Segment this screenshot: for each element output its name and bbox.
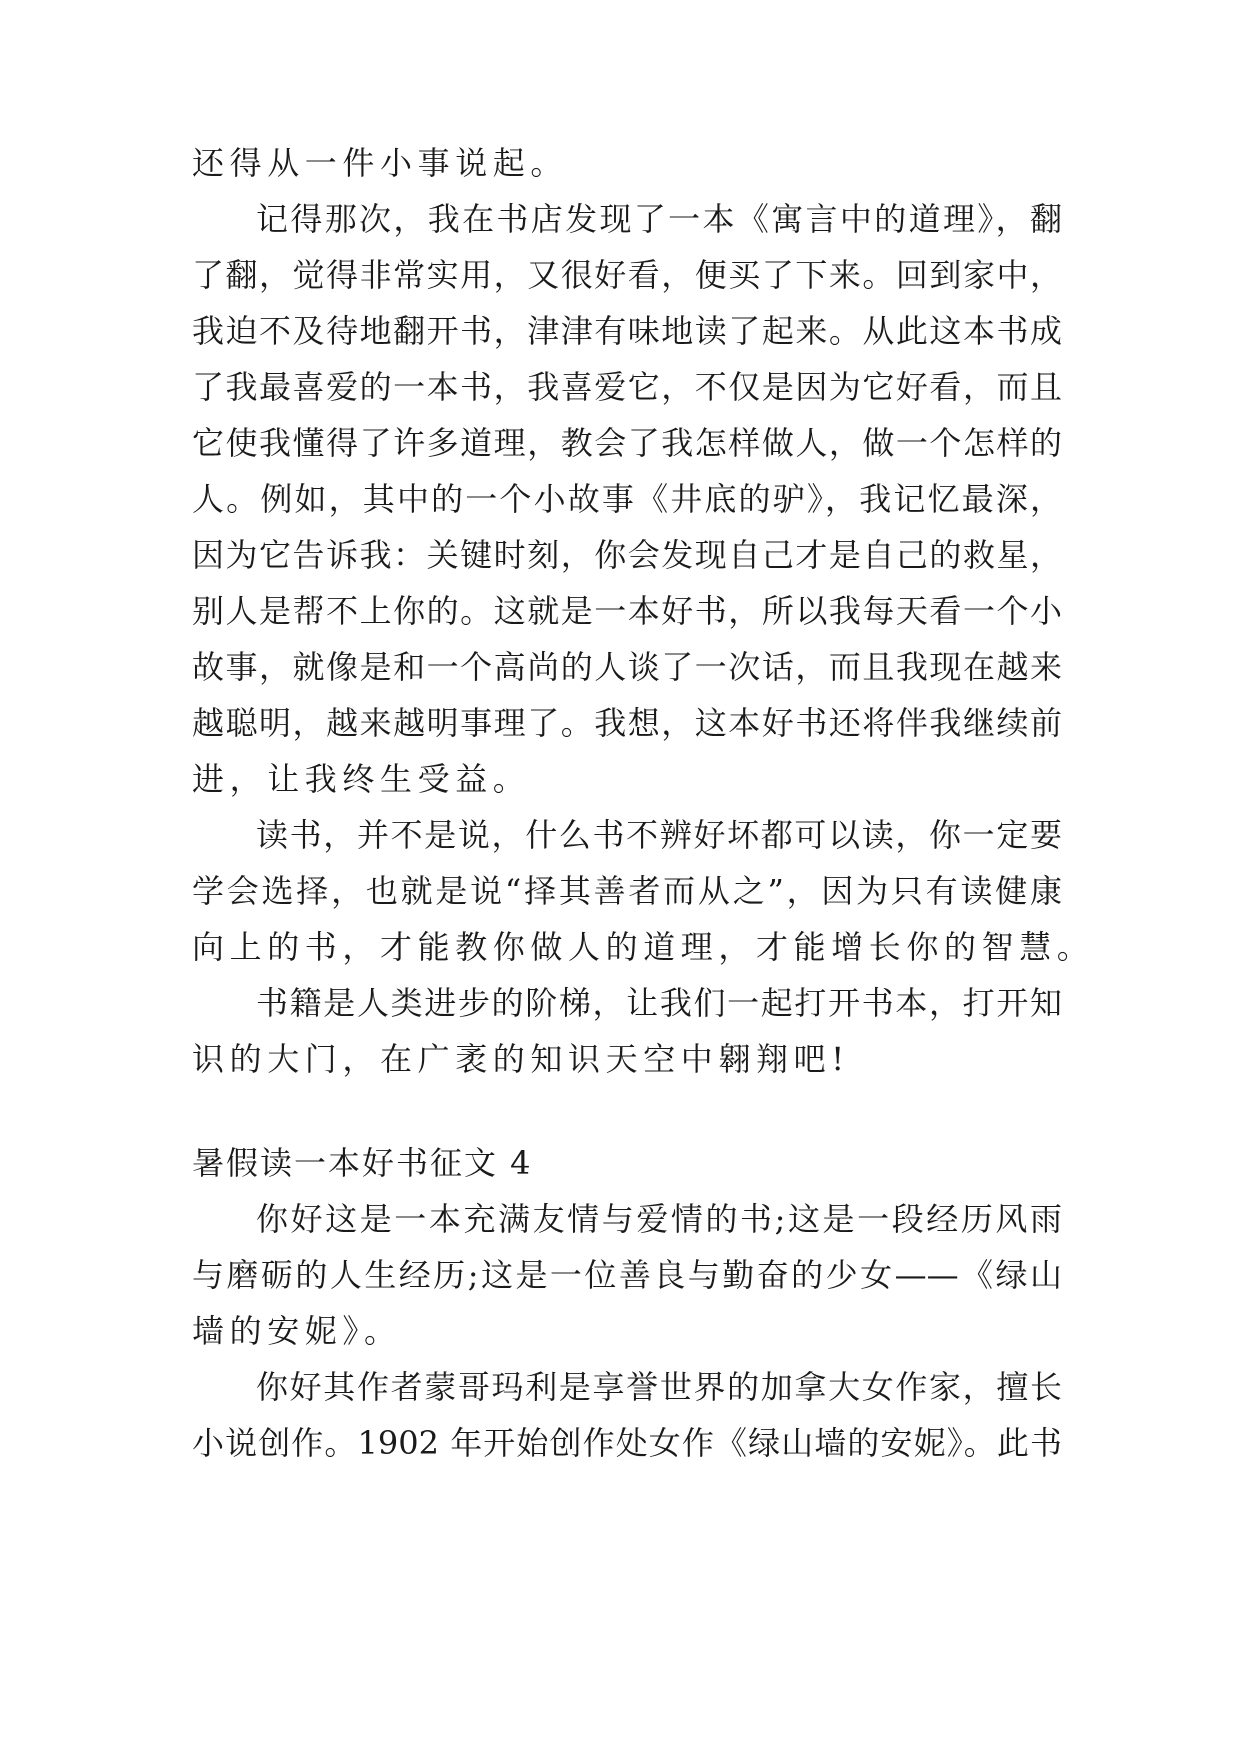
text-line: 了我最喜爱的一本书，我喜爱它，不仅是因为它好看，而且 [192, 368, 1062, 406]
paragraph-first-line: 记得那次，我在书店发现了一本《寓言中的道理》，翻 [256, 200, 1062, 238]
text-line: 小说创作。1902 年开始创作处女作《绿山墙的安妮》。此书 [192, 1424, 1062, 1462]
text-line: 向上的书，才能教你做人的道理，才能增长你的智慧。 [192, 928, 1095, 966]
text-line: 越聪明，越来越明事理了。我想，这本好书还将伴我继续前 [192, 704, 1062, 742]
section-heading: 暑假读一本好书征文 4 [192, 1144, 533, 1182]
paragraph-first-line: 你好其作者蒙哥玛利是享誉世界的加拿大女作家，擅长 [256, 1368, 1062, 1406]
text-line: 墙的安妮》。 [192, 1312, 402, 1350]
text-line: 人。例如，其中的一个小故事《井底的驴》，我记忆最深， [192, 480, 1062, 518]
paragraph-first-line: 读书，并不是说，什么书不辨好坏都可以读，你一定要 [256, 816, 1062, 854]
paragraph-first-line: 书籍是人类进步的阶梯，让我们一起打开书本，打开知 [256, 984, 1062, 1022]
text-line: 故事，就像是和一个高尚的人谈了一次话，而且我现在越来 [192, 648, 1062, 686]
text-line: 我迫不及待地翻开书，津津有味地读了起来。从此这本书成 [192, 312, 1062, 350]
text-line: 因为它告诉我：关键时刻，你会发现自己才是自己的救星， [192, 536, 1062, 574]
text-line: 进，让我终生受益。 [192, 760, 531, 798]
text-line: 别人是帮不上你的。这就是一本好书，所以我每天看一个小 [192, 592, 1062, 630]
text-line: 还得从一件小事说起。 [192, 144, 569, 182]
text-line: 学会选择，也就是说“择其善者而从之”，因为只有读健康 [192, 872, 1062, 910]
text-line: 识的大门，在广袤的知识天空中翱翔吧! [192, 1040, 850, 1078]
text-line: 与磨砺的人生经历;这是一位善良与勤奋的少女——《绿山 [192, 1256, 1062, 1294]
text-line: 它使我懂得了许多道理，教会了我怎样做人，做一个怎样的 [192, 424, 1062, 462]
paragraph-first-line: 你好这是一本充满友情与爱情的书;这是一段经历风雨 [256, 1200, 1062, 1238]
text-line: 了翻，觉得非常实用，又很好看，便买了下来。回到家中， [192, 256, 1062, 294]
